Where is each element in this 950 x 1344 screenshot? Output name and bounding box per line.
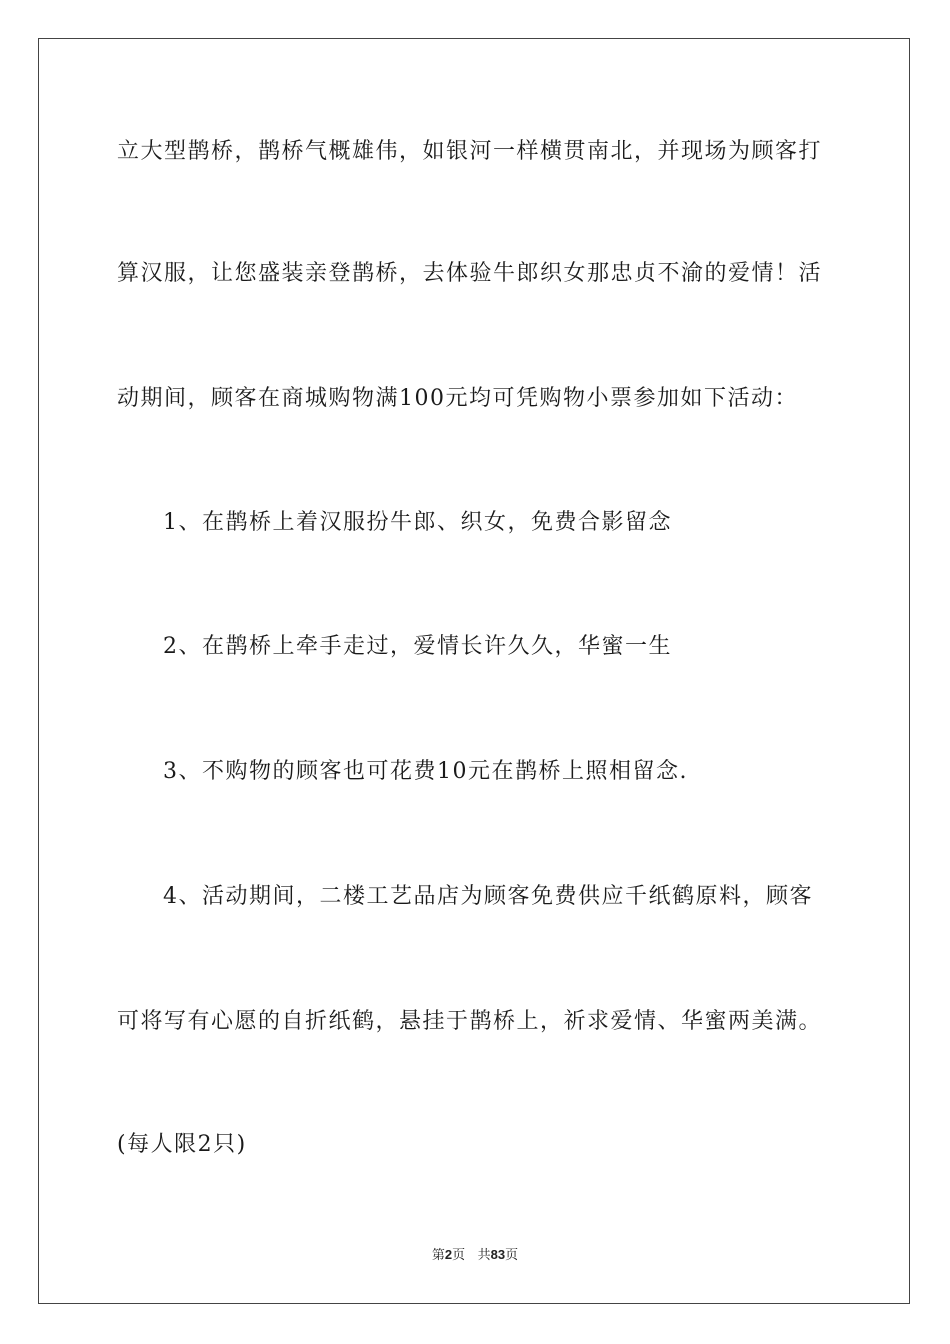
body-line-3: 动期间，顾客在商城购物满100元均可凭购物小票参加如下活动：	[117, 386, 798, 411]
list-item-3: 3、不购物的顾客也可花费10元在鹊桥上照相留念.	[163, 759, 688, 784]
footer-total-suffix: 页	[505, 1248, 519, 1263]
footer-page-prefix: 第	[431, 1248, 445, 1263]
list-item-1: 1、在鹊桥上着汉服扮牛郎、织女，免费合影留念	[163, 510, 672, 535]
footer-total-prefix: 共	[477, 1248, 491, 1263]
page-border	[38, 38, 910, 1304]
footer-total-pages: 83	[490, 1247, 506, 1262]
list-item-2: 2、在鹊桥上牵手走过，爱情长许久久，华蜜一生	[163, 634, 672, 659]
footer-page-number: 2	[444, 1247, 453, 1262]
page-footer	[0, 1246, 950, 1265]
list-item-4: 4、活动期间，二楼工艺品店为顾客免费供应千纸鹤原料，顾客	[163, 884, 813, 909]
footer-page-suffix: 页	[452, 1248, 466, 1263]
body-line-1: 立大型鹊桥，鹊桥气概雄伟，如银河一样横贯南北，并现场为顾客打	[117, 139, 823, 164]
body-line-note: (每人限2只)	[117, 1132, 247, 1157]
body-line-continuation: 可将写有心愿的自折纸鹤，悬挂于鹊桥上，祈求爱情、华蜜两美满。	[117, 1009, 823, 1034]
body-line-2: 算汉服，让您盛装亲登鹊桥，去体验牛郎织女那忠贞不渝的爱情！活	[117, 261, 823, 286]
